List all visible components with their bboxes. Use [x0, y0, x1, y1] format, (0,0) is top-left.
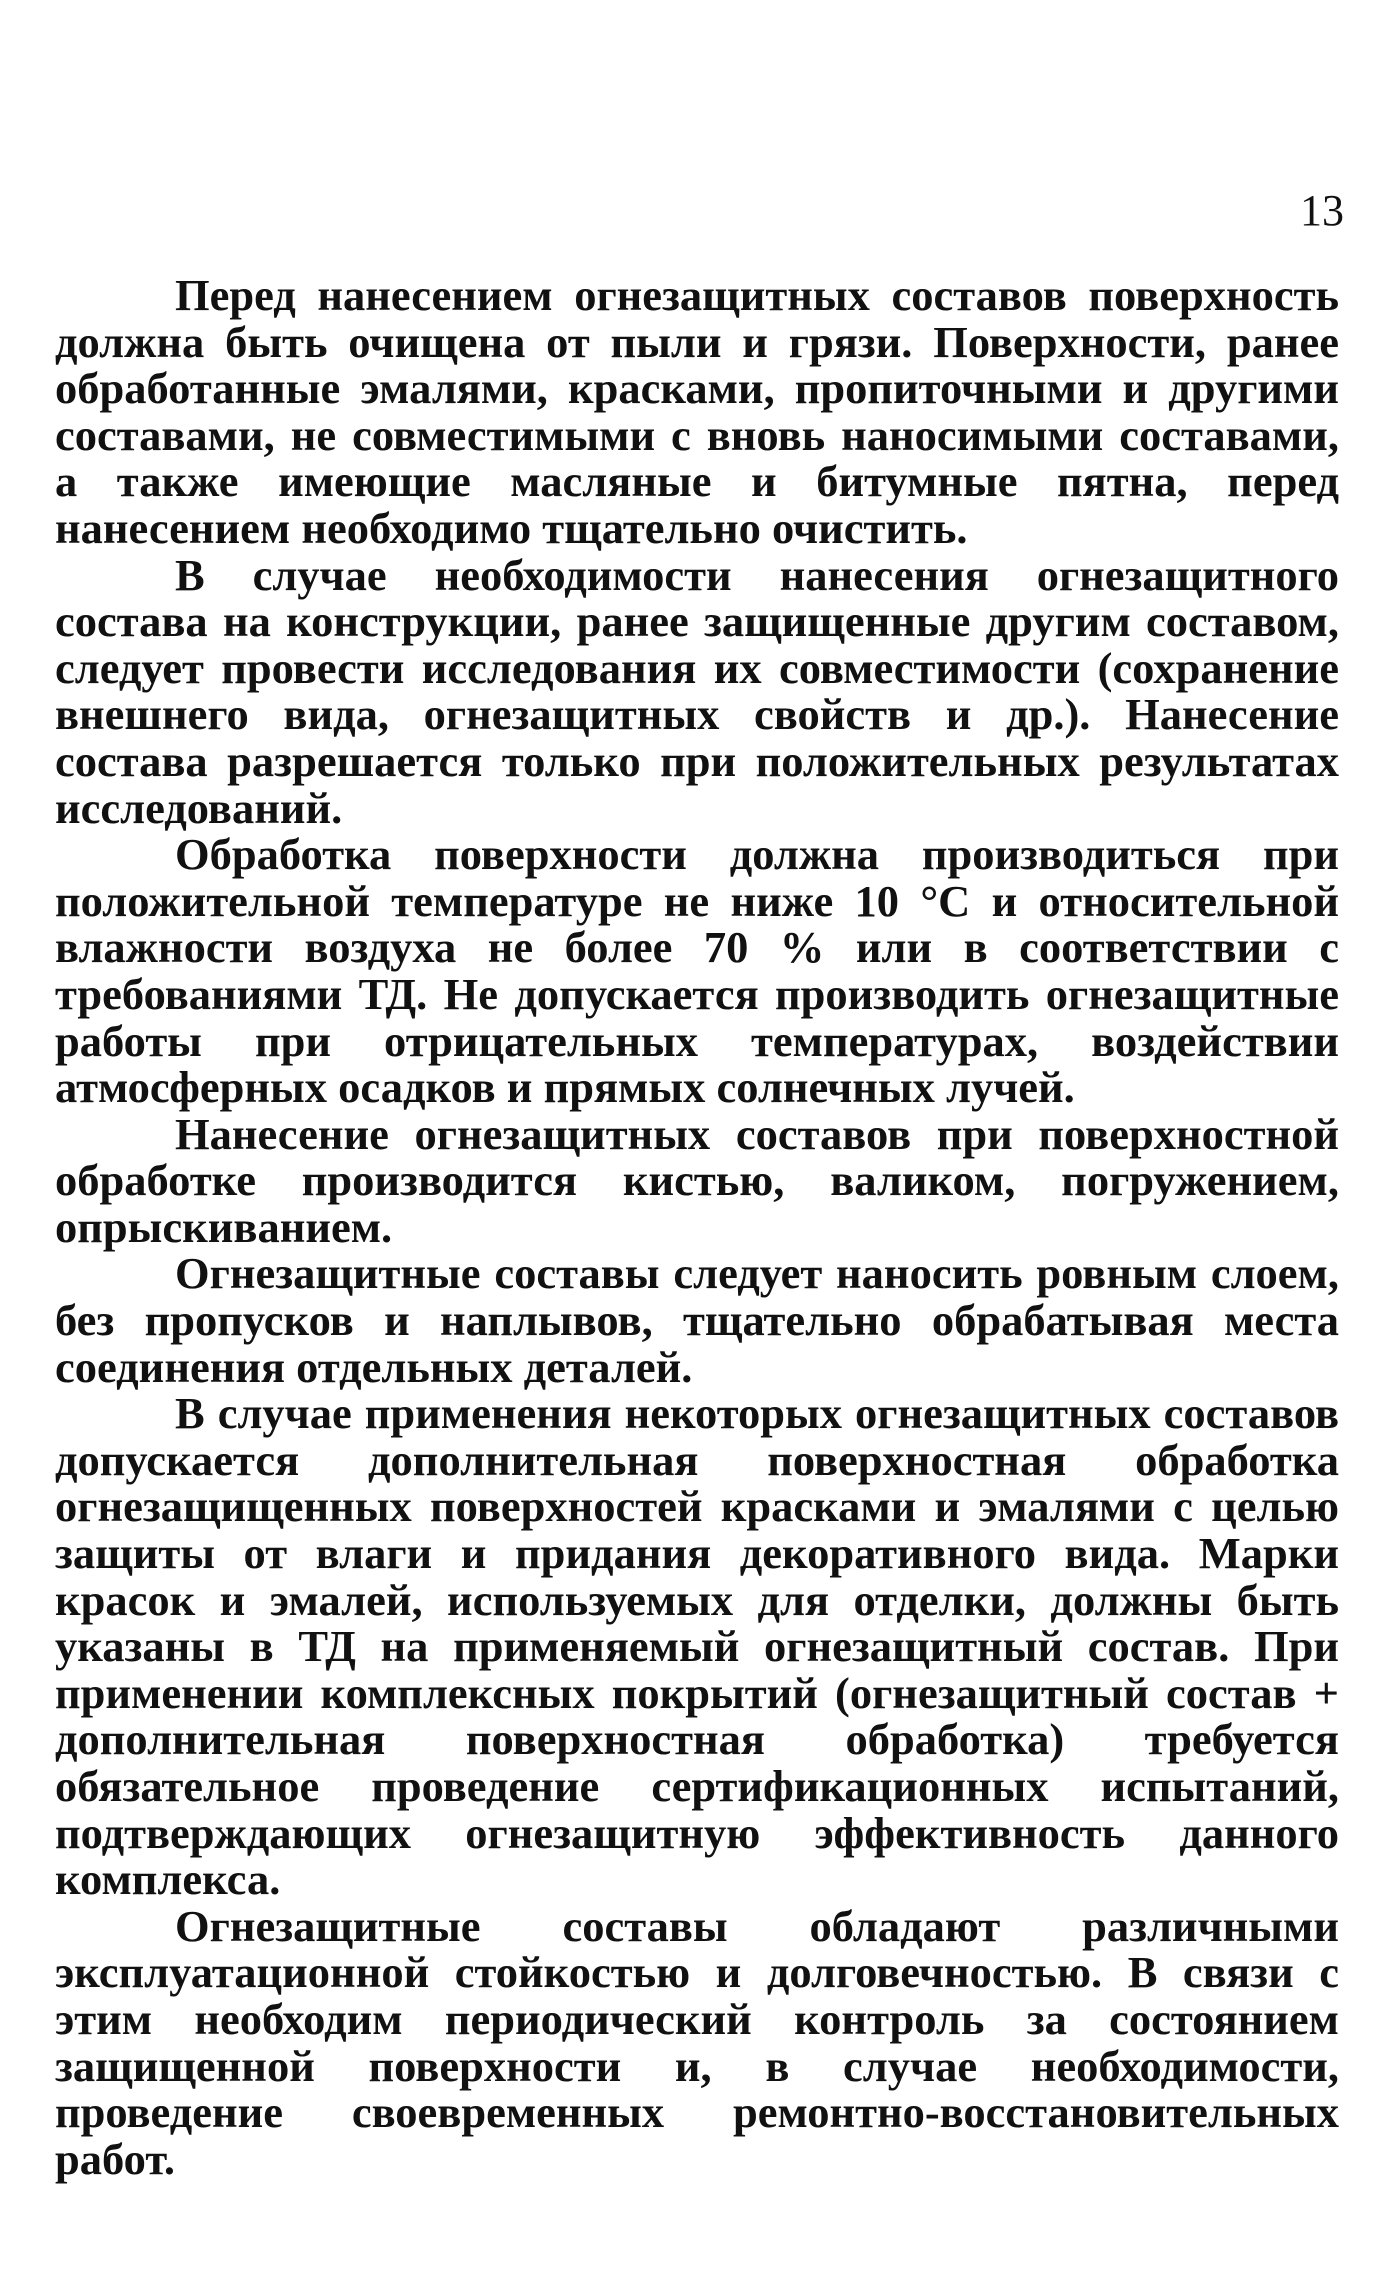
- paragraph-periodic-inspection: Огнезащитные составы обладают различными эксплуатационной стойкостью и долговечностью. В связи с этим необходим периодический контроль за состоянием защищенной поверхности и, в случае необходимости, проведение своевременных ремонтно-восстановительных работ.: [55, 1900, 1339, 2184]
- paragraph-surface-preparation: Перед нанесением огнезащитных составов поверхность должна быть очищена от пыли и грязи. Поверхности, ранее обработанные эмалями, красками, пропиточными и другими составами, не совместимыми с вновь наносимыми составами, а также имеющие масляные и битумные пятна, перед нанесением необходимо тщательно очистить.: [55, 270, 1339, 553]
- body-text: [55, 272, 1339, 2182]
- page-number: 13: [1300, 186, 1344, 235]
- paragraph-treatment-conditions: Обработка поверхности должна производиться при положительной температуре не ниже 10 °С и относительной влажности воздуха не более 70 % или в соответствии с требованиями ТД. Не допускается производить огнезащитные работы при отрицательных температурах, воздействии атмосферных осадков и прямых солнечных лучей.: [55, 829, 1339, 1113]
- paragraph-additional-finishing: В случае применения некоторых огнезащитных составов допускается дополнительная поверхностная обработка огнезащищенных поверхностей красками и эмалями с целью защиты от влаги и придания декоративного вида. Марки красок и эмалей, используемых для отделки, должны быть указаны в ТД на применяемый огнезащитный состав. При применении комплексных покрытий (огнезащитный состав + дополнительная поверхностная обработка) требуется обязательное проведение сертификационных испытаний, подтверждающих огнезащитную эффективность данного комплекса.: [55, 1388, 1339, 1905]
- paragraph-compatibility-testing: В случае необходимости нанесения огнезащитного состава на конструкции, ранее защищенные другим составом, следует провести исследования их совместимости (сохранение внешнего вида, огнезащитных свойств и др.). Нанесение состава разрешается только при положительных результатах исследований.: [55, 549, 1339, 833]
- paragraph-even-layer: Огнезащитные составы следует наносить ровным слоем, без пропусков и наплывов, тщательно обрабатывая места соединения отдельных деталей.: [55, 1248, 1339, 1392]
- paragraph-application-methods: Нанесение огнезащитных составов при поверхностной обработке производится кистью, валиком, погружением, опрыскиванием.: [55, 1108, 1339, 1252]
